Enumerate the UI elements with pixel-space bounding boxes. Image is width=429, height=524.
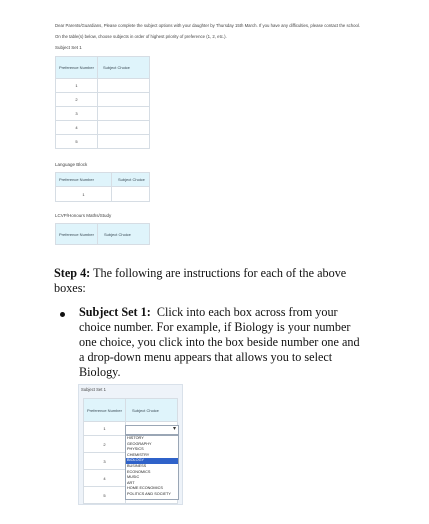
pref-header: Preference Number [56, 173, 112, 187]
dropdown-option[interactable]: PHYSICS [127, 447, 144, 452]
pref-header: Preference Number [56, 57, 98, 79]
lcvp-block-title: LCVP/Honours Maths/Study [55, 213, 112, 218]
pref-number: 5 [56, 135, 98, 149]
subject-choice-cell[interactable] [98, 107, 150, 121]
dropdown-option[interactable]: GEOGRAPHY [127, 441, 152, 446]
dropdown-option[interactable]: HISTORY [127, 436, 144, 440]
subject-choice-cell[interactable] [98, 121, 150, 135]
chevron-down-icon[interactable]: ▾ [172, 426, 176, 432]
subject-set-1-title: Subject Set 1 [55, 45, 82, 50]
pref-number: 1 [56, 187, 112, 202]
pref-number: 1 [56, 79, 98, 93]
dropdown-option[interactable]: CHEMISTRY [127, 452, 150, 457]
dropdown-option[interactable]: POLITICS AND SOCIETY [127, 491, 171, 496]
pref-number: 2 [56, 93, 98, 107]
language-block-table [55, 172, 150, 202]
example-title: Subject Set 1 [81, 387, 106, 392]
pref-number: 1 [84, 422, 126, 436]
pref-number: 5 [84, 487, 126, 504]
intro-text: Dear Parents/Guardians, Please complete the subject options with your daughter by Thursday 15th March. If you have any difficulties, please contact the school. [55, 23, 361, 28]
step4-paragraph [54, 266, 374, 296]
language-block-title: Language Block [55, 162, 88, 167]
lcvp-block-table [55, 223, 150, 245]
pref-header: Preference Number [56, 224, 98, 245]
bullet-line: a drop-down menu appears that allows you to select [79, 350, 333, 364]
subject-choice-cell[interactable] [112, 187, 150, 202]
bullet-line: Biology. [79, 365, 121, 379]
bullet-dot [60, 312, 65, 317]
step4-text: The following are instructions for each of the above boxes: [54, 266, 347, 295]
choice-header: Subject Choice [98, 224, 150, 245]
dropdown-option[interactable]: ECONOMICS [127, 469, 151, 474]
pref-number: 3 [56, 107, 98, 121]
dropdown-option[interactable]: ART [127, 480, 135, 485]
choice-header: Subject Choice [98, 57, 150, 79]
dropdown-option[interactable]: MUSIC [127, 475, 140, 480]
pref-number: 2 [84, 436, 126, 453]
subject-choice-cell[interactable] [98, 93, 150, 107]
bullet-line: choice number. For example, if Biology is your number [79, 320, 351, 334]
dropdown-option-selected[interactable]: BIOLOGY [126, 458, 178, 464]
dropdown-option[interactable]: HOME ECONOMICS [127, 486, 163, 491]
subject-choice-cell[interactable] [98, 79, 150, 93]
choice-header: Subject Choice [126, 399, 178, 422]
step4-label: Step 4: [54, 266, 91, 280]
pref-number: 4 [56, 121, 98, 135]
dropdown-menu[interactable] [125, 435, 179, 500]
subject-set-1-instructions [79, 305, 379, 380]
choice-header: Subject Choice [112, 173, 150, 187]
pref-number: 4 [84, 470, 126, 487]
subject-set-1-table [55, 56, 150, 149]
pref-header: Preference Number [84, 399, 126, 422]
instruction-text: On the table(s) below, choose subjects in order of highest priority of preference (1, 2, etc.). [55, 34, 227, 39]
dropdown-option[interactable]: BUSINESS [127, 463, 147, 468]
bullet-line: Click into each box across from your [156, 305, 338, 319]
bullet-line: one choice, you click into the box beside number one and [79, 335, 360, 349]
subject-choice-cell[interactable] [98, 135, 150, 149]
subject-dropdown[interactable] [125, 425, 179, 435]
example-screenshot [78, 384, 183, 505]
bullet-label: Subject Set 1: [79, 305, 151, 319]
pref-number: 3 [84, 453, 126, 470]
